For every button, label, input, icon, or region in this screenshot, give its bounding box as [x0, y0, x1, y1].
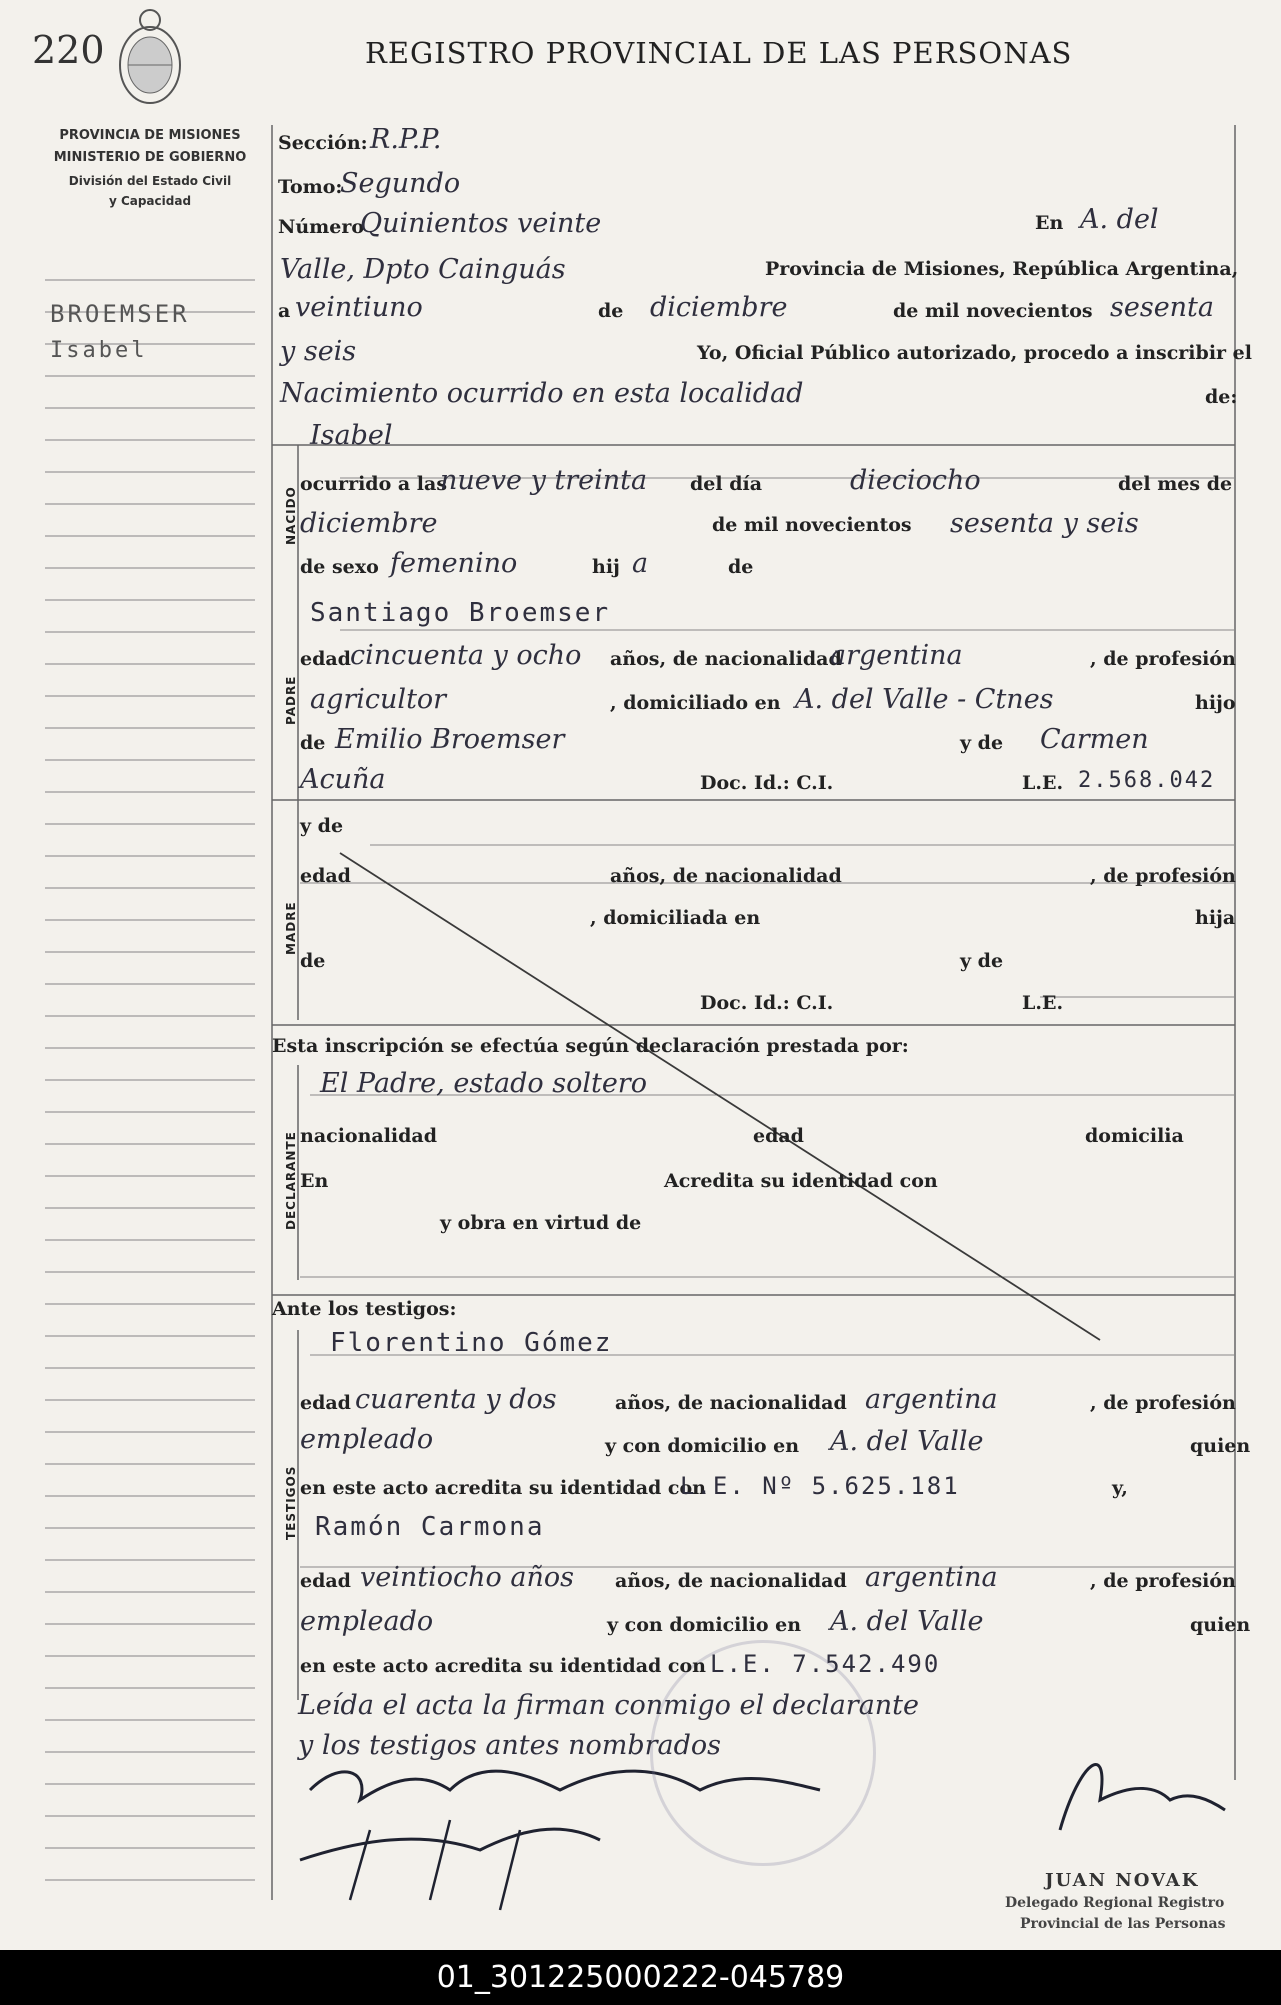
- testigo2-domicilio: A. del Valle: [830, 1606, 984, 1637]
- hija-label: hija: [1195, 907, 1236, 929]
- cierre-linea-1: Leída el acta la firman conmigo el declarante: [298, 1690, 920, 1721]
- hij-label: hij: [592, 556, 620, 578]
- en-value-2: Valle, Dpto Cainguás: [280, 254, 566, 285]
- doc-id-label-2: Doc. Id.: C.I.: [700, 992, 834, 1014]
- t2-prof-label: , de profesión: [1090, 1570, 1236, 1592]
- issuer-capacity: y Capacidad: [108, 194, 192, 208]
- abuela-nombre-1: Carmen: [1040, 724, 1149, 755]
- mil-novecientos-label-2: de mil novecientos: [712, 514, 912, 536]
- t2-dom-label: y con domicilio en: [607, 1614, 802, 1636]
- dia-nacimiento: dieciocho: [850, 465, 981, 496]
- en-value-1: A. del: [1080, 204, 1159, 235]
- a-label: a: [278, 300, 291, 322]
- declaracion-label: Esta inscripción se efectúa según declaración prestada por:: [272, 1035, 909, 1057]
- nombre-nacido: Isabel: [310, 420, 393, 451]
- de-sexo-label: de sexo: [300, 556, 379, 578]
- padre-domicilio: A. del Valle - Ctnes: [795, 684, 1054, 715]
- t1-dom-label: y con domicilio en: [605, 1435, 800, 1457]
- testigo1-nacionalidad: argentina: [865, 1384, 998, 1415]
- section-declarante: DECLARANTE: [284, 1131, 298, 1230]
- abuelo-nombre: Emilio Broemser: [335, 724, 565, 755]
- testigo2-nombre: Ramón Carmona: [315, 1512, 545, 1542]
- signature-declarante: [320, 1760, 651, 1800]
- testigo1-domicilio: A. del Valle: [830, 1426, 984, 1457]
- officer-name: JUAN NOVAK: [1045, 1870, 1200, 1891]
- officer-title-1: Delegado Regional Registro: [1005, 1895, 1225, 1911]
- t2-nac-label: años, de nacionalidad: [615, 1570, 847, 1592]
- file-id-bar: 01_301225000222-045789: [0, 1950, 1281, 2005]
- de-label-4: de: [300, 950, 326, 972]
- testigo2-edad: veintiocho años: [360, 1562, 574, 1593]
- t1-acredita-label: en este acto acredita su identidad con: [300, 1477, 706, 1499]
- padre-le: 2.568.042: [1078, 768, 1216, 793]
- margin-surname: BROEMSER: [50, 300, 190, 328]
- declarante-en-label: En: [300, 1170, 329, 1192]
- tomo-label: Tomo:: [278, 176, 343, 198]
- de-colon-label: de:: [1205, 386, 1238, 408]
- dia-inscripcion: veintiuno: [295, 292, 423, 323]
- t2-acredita-label: en este acto acredita su identidad con: [300, 1655, 706, 1677]
- padre-prof-label: , de profesión: [1090, 648, 1236, 670]
- de-label-2: de: [728, 556, 754, 578]
- hora-nacimiento: nueve y treinta: [440, 465, 648, 496]
- y-de-label-1: y de: [960, 732, 1004, 754]
- t1-y-label: y,: [1112, 1477, 1128, 1499]
- madre-nac-label: años, de nacionalidad: [610, 865, 842, 887]
- mes-inscripcion: diciembre: [650, 292, 788, 323]
- acto-value: Nacimiento ocurrido en esta localidad: [280, 378, 804, 409]
- issuer-division: División del Estado Civil: [68, 174, 232, 188]
- t1-prof-label: , de profesión: [1090, 1392, 1236, 1414]
- madre-edad-label: edad: [300, 865, 351, 887]
- margin-given-name: Isabel: [50, 338, 148, 363]
- de-label-1: de: [598, 300, 624, 322]
- en-label: En: [1035, 212, 1064, 234]
- nacionalidad-label: nacionalidad: [300, 1125, 438, 1147]
- t1-edad-label: edad: [300, 1392, 351, 1414]
- y-de-label-2: y de: [960, 950, 1004, 972]
- testigo2-documento: L.E. 7.542.490: [710, 1650, 941, 1678]
- coat-of-arms: [120, 10, 180, 103]
- section-nacido: NACIDO: [284, 486, 298, 545]
- del-mes-label: del mes de: [1118, 473, 1233, 495]
- de-label-3: de: [300, 732, 326, 754]
- sexo-value: femenino: [390, 548, 518, 579]
- testigo1-profesion: empleado: [300, 1424, 434, 1455]
- declarante-edad-label: edad: [753, 1125, 804, 1147]
- page-number: 220: [32, 28, 105, 72]
- domiciliado-label: , domiciliado en: [610, 692, 781, 714]
- seccion-label: Sección:: [278, 132, 368, 154]
- tomo-value: Segundo: [340, 168, 461, 199]
- padre-nacionalidad: argentina: [830, 640, 963, 671]
- testigo1-documento: L.E. Nº 5.625.181: [680, 1472, 960, 1500]
- anio-nacimiento: sesenta y seis: [950, 508, 1139, 539]
- padre-edad-label: edad: [300, 648, 351, 670]
- hij-suffix: a: [632, 548, 649, 579]
- testigo1-edad: cuarenta y dos: [355, 1384, 557, 1415]
- testigo2-profesion: empleado: [300, 1606, 434, 1637]
- obra-label: y obra en virtud de: [440, 1212, 642, 1234]
- le-label-2: L.E.: [1022, 992, 1064, 1014]
- provincia-label: Provincia de Misiones, República Argentina,: [765, 258, 1239, 280]
- t2-quien-label: quien: [1190, 1614, 1251, 1636]
- seccion-value: R.P.P.: [370, 124, 442, 155]
- issuer-province: PROVINCIA DE MISIONES: [59, 128, 241, 143]
- mil-novecientos-label-1: de mil novecientos: [893, 300, 1093, 322]
- page-title: REGISTRO PROVINCIAL DE LAS PERSONAS: [365, 36, 1073, 70]
- ocurrido-label: ocurrido a las: [300, 473, 448, 495]
- padre-nac-label: años, de nacionalidad: [610, 648, 842, 670]
- madre-prof-label: , de profesión: [1090, 865, 1236, 887]
- declarante-value: El Padre, estado soltero: [320, 1068, 647, 1099]
- numero-label: Número: [278, 216, 365, 238]
- anio-inscripcion-2: y seis: [280, 336, 357, 367]
- padre-edad: cincuenta y ocho: [350, 640, 582, 671]
- testigo1-nombre: Florentino Gómez: [330, 1328, 613, 1358]
- mes-nacimiento: diciembre: [300, 508, 438, 539]
- issuer-ministry: MINISTERIO DE GOBIERNO: [53, 150, 247, 165]
- del-dia-label: del día: [690, 473, 763, 495]
- doc-id-label-1: Doc. Id.: C.I.: [700, 772, 834, 794]
- le-label-1: L.E.: [1022, 772, 1064, 794]
- section-testigos: TESTIGOS: [284, 1465, 298, 1540]
- cierre-linea-2: y los testigos antes nombrados: [298, 1730, 721, 1761]
- domicilia-label: domicilia: [1085, 1125, 1184, 1147]
- madre-y-de-label: y de: [300, 815, 344, 837]
- domiciliada-label: , domiciliada en: [590, 907, 761, 929]
- numero-value: Quinientos veinte: [360, 208, 602, 239]
- oficial-label: Yo, Oficial Público autorizado, procedo a inscribir el: [697, 342, 1252, 364]
- testigo2-nacionalidad: argentina: [865, 1562, 998, 1593]
- abuela-nombre-2: Acuña: [300, 764, 386, 795]
- section-padre: PADRE: [284, 675, 298, 725]
- padre-nombre: Santiago Broemser: [310, 598, 611, 628]
- hijo-label: hijo: [1195, 692, 1236, 714]
- ante-testigos-label: Ante los testigos:: [272, 1298, 457, 1320]
- t1-quien-label: quien: [1190, 1435, 1251, 1457]
- signature-oficial: [1050, 1810, 1214, 1843]
- t1-nac-label: años, de nacionalidad: [615, 1392, 847, 1414]
- officer-title-2: Provincial de las Personas: [1020, 1916, 1226, 1932]
- t2-edad-label: edad: [300, 1570, 351, 1592]
- section-madre: MADRE: [284, 901, 298, 955]
- padre-profesion: agricultor: [310, 684, 447, 715]
- acredita-label: Acredita su identidad con: [664, 1170, 938, 1192]
- anio-inscripcion-1: sesenta: [1110, 292, 1215, 323]
